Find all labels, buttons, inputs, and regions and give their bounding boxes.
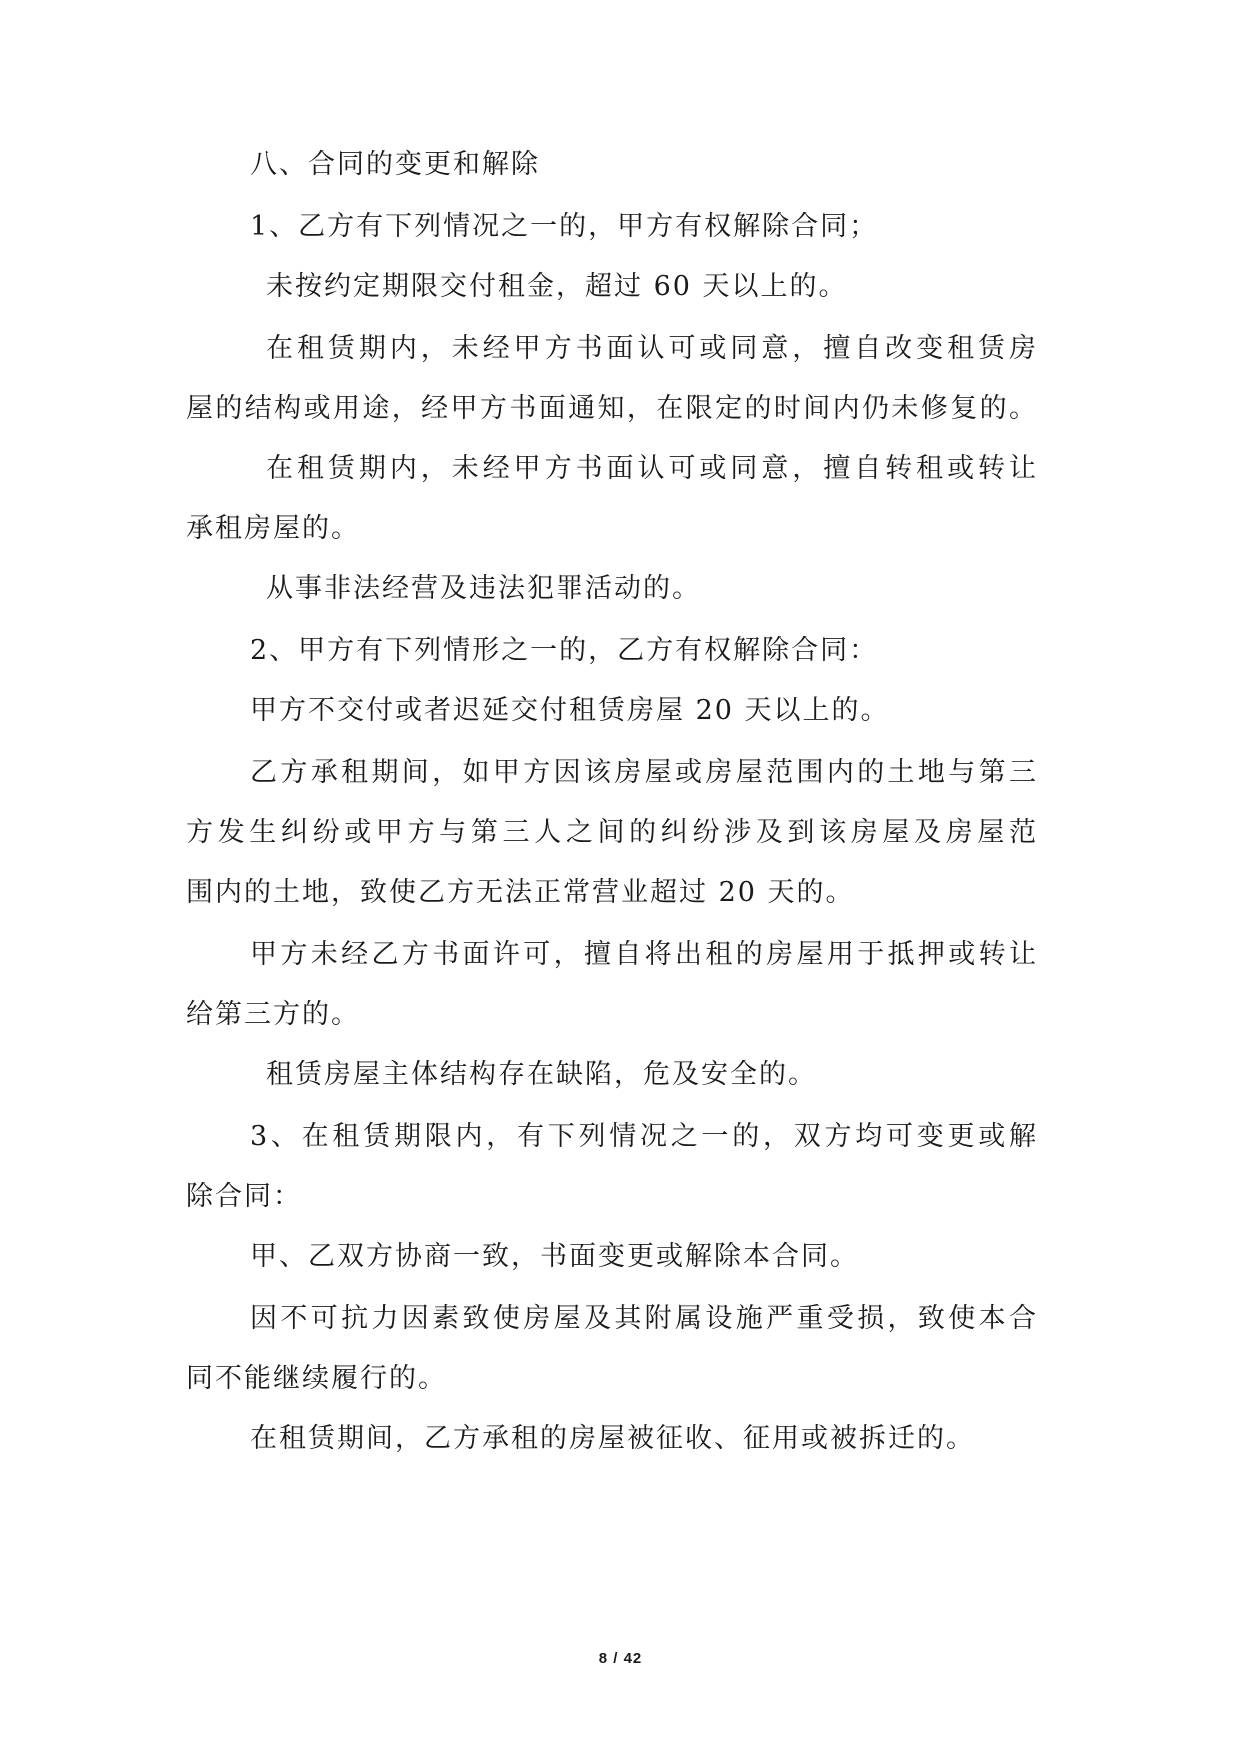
page-number: 8 / 42 (598, 1650, 643, 1667)
paragraph-line: 从事非法经营及违法犯罪活动的。 (266, 573, 701, 604)
clause-2-heading: 2、甲方有下列情形之一的，乙方有权解除合同： (250, 635, 879, 666)
paragraph-line: 承租房屋的。 (186, 513, 360, 544)
paragraph-line: 因不可抗力因素致使房屋及其附属设施严重受损，致使本合 (250, 1303, 1038, 1334)
clause-3-heading: 3、在租赁期限内，有下列情况之一的，双方均可变更或解 (250, 1121, 1038, 1152)
paragraph-line: 乙方承租期间，如甲方因该房屋或房屋范围内的土地与第三 (250, 757, 1038, 788)
paragraph-line: 同不能继续履行的。 (186, 1363, 447, 1394)
paragraph-line: 未按约定期限交付租金，超过 60 天以上的。 (266, 271, 848, 302)
paragraph-line: 围内的土地，致使乙方无法正常营业超过 20 天的。 (186, 877, 855, 908)
paragraph-line: 除合同： (186, 1181, 302, 1212)
clause-1-heading: 1、乙方有下列情况之一的，甲方有权解除合同； (250, 211, 879, 242)
section-heading: 八、合同的变更和解除 (250, 149, 540, 180)
paragraph-line: 在租赁期间，乙方承租的房屋被征收、征用或被拆迁的。 (250, 1423, 975, 1454)
paragraph-line: 方发生纠纷或甲方与第三人之间的纠纷涉及到该房屋及房屋范 (186, 817, 1038, 848)
paragraph-line: 在租赁期内，未经甲方书面认可或同意，擅自转租或转让 (266, 453, 1038, 484)
paragraph-line: 屋的结构或用途，经甲方书面通知，在限定的时间内仍未修复的。 (186, 393, 1038, 424)
paragraph-line: 甲、乙双方协商一致，书面变更或解除本合同。 (250, 1241, 859, 1272)
paragraph-line: 甲方未经乙方书面许可，擅自将出租的房屋用于抵押或转让 (250, 939, 1038, 970)
paragraph-line: 在租赁期内，未经甲方书面认可或同意，擅自改变租赁房 (266, 333, 1038, 364)
paragraph-line: 租赁房屋主体结构存在缺陷，危及安全的。 (266, 1059, 817, 1090)
paragraph-line: 甲方不交付或者迟延交付租赁房屋 20 天以上的。 (250, 695, 890, 726)
paragraph-line: 给第三方的。 (186, 999, 360, 1030)
